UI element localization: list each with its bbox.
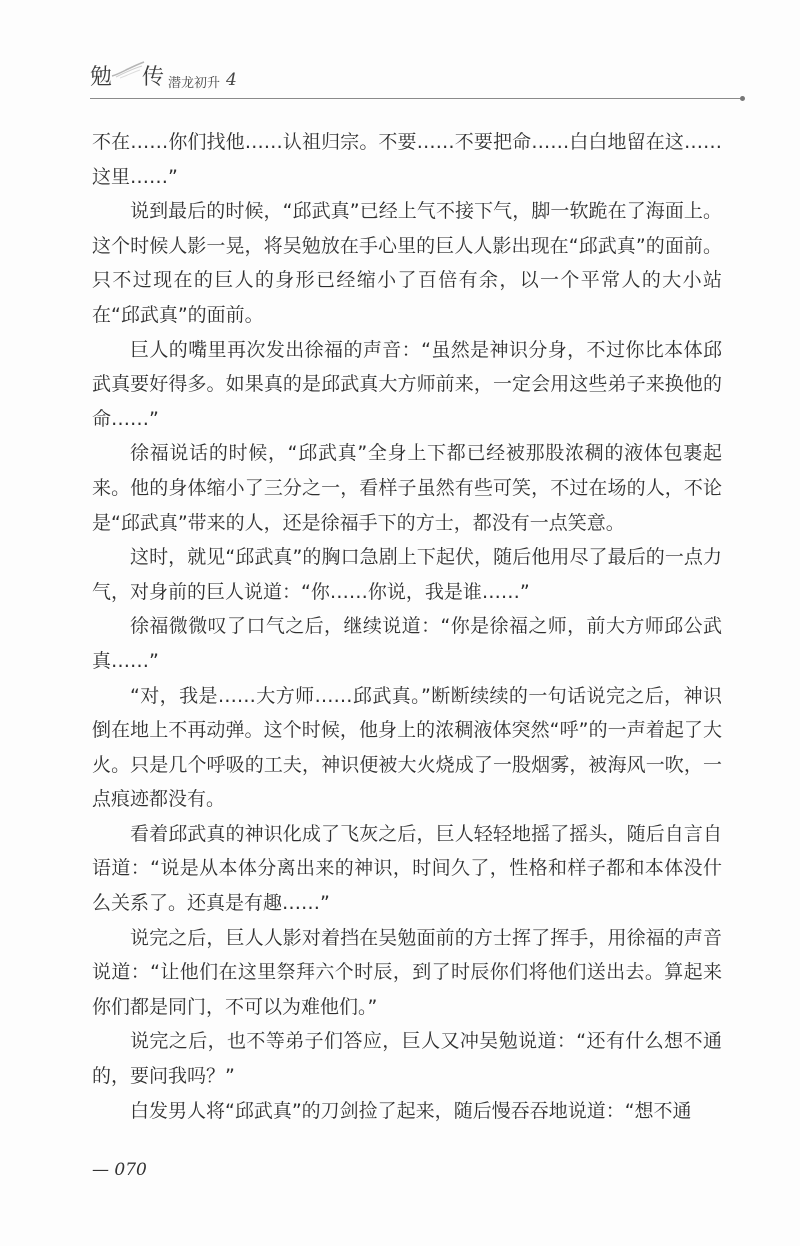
body-text: [92, 125, 722, 1128]
header-rule: [90, 98, 740, 99]
page-number: — 070: [92, 1160, 147, 1180]
paragraph: 徐福说话的时候，“邱武真”全身上下都已经被那股浓稠的液体包裹起来。他的身体缩小了三分之一，看样子虽然有些可笑，不过在场的人，不论是“邱武真”带来的人，还是徐福手下的方士，都没有一点笑意。: [92, 442, 722, 534]
header-title-first-char: 勉: [90, 65, 113, 90]
header-subtitle: 潜龙初升: [168, 76, 221, 91]
header-swash-ornament-icon: [110, 58, 146, 80]
running-header: [90, 52, 740, 102]
paragraph: “对，我是……大方师……邱武真。”断断续续的一句话说完之后，神识倒在地上不再动弹。这个时候，他身上的浓稠液体突然“呼”的一声着起了大火。只是几个呼吸的工夫，神识便被大火烧成了一股烟雾，被海风一吹，一点痕迹都没有。: [92, 684, 722, 811]
paragraph: 这时，就见“邱武真”的胸口急剧上下起伏，随后他用尽了最后的一点力气，对身前的巨人说道：“你……你说，我是谁……”: [92, 546, 722, 603]
header-title-second-char: 传: [142, 65, 165, 90]
paragraph: 徐福微微叹了口气之后，继续说道：“你是徐福之师，前大方师邱公武真……”: [92, 615, 722, 672]
paragraph: 白发男人将“邱武真”的刀剑捡了起来，随后慢吞吞地说道：“想不通: [130, 1099, 692, 1122]
paragraph: 说完之后，巨人人影对着挡在吴勉面前的方士挥了挥手，用徐福的声音说道：“让他们在这里祭拜六个时辰，到了时辰你们将他们送出去。算起来你们都是同门，不可以为难他们。”: [92, 926, 722, 1018]
paragraph: 看着邱武真的神识化成了飞灰之后，巨人轻轻地摇了摇头，随后自言自语道：“说是从本体分离出来的神识，时间久了，性格和样子都和本体没什么关系了。还真是有趣……”: [92, 822, 722, 915]
paragraph: 说完之后，也不等弟子们答应，巨人又冲吴勉说道：“还有什么想不通的，要问我吗？”: [92, 1030, 722, 1088]
paragraph: 巨人的嘴里再次发出徐福的声音：“虽然是神识分身，不过你比本体邱武真要好得多。如果真的是邱武真大方师前来，一定会用这些弟子来换他的命……”: [92, 338, 722, 430]
header-volume-number: 4: [226, 70, 237, 90]
header-rule-dot: [740, 96, 745, 101]
paragraph: 不在……你们找他……认祖归宗。不要……不要把命……白白地留在这……这里……”: [92, 131, 722, 188]
paragraph: 说到最后的时候，“邱武真”已经上气不接下气，脚一软跪在了海面上。这个时候人影一晃，将吴勉放在手心里的巨人人影出现在“邱武真”的面前。只不过现在的巨人的身形已经缩小了百倍有余，以一个平常人的大小站在“邱武真”的面前。: [92, 200, 722, 326]
